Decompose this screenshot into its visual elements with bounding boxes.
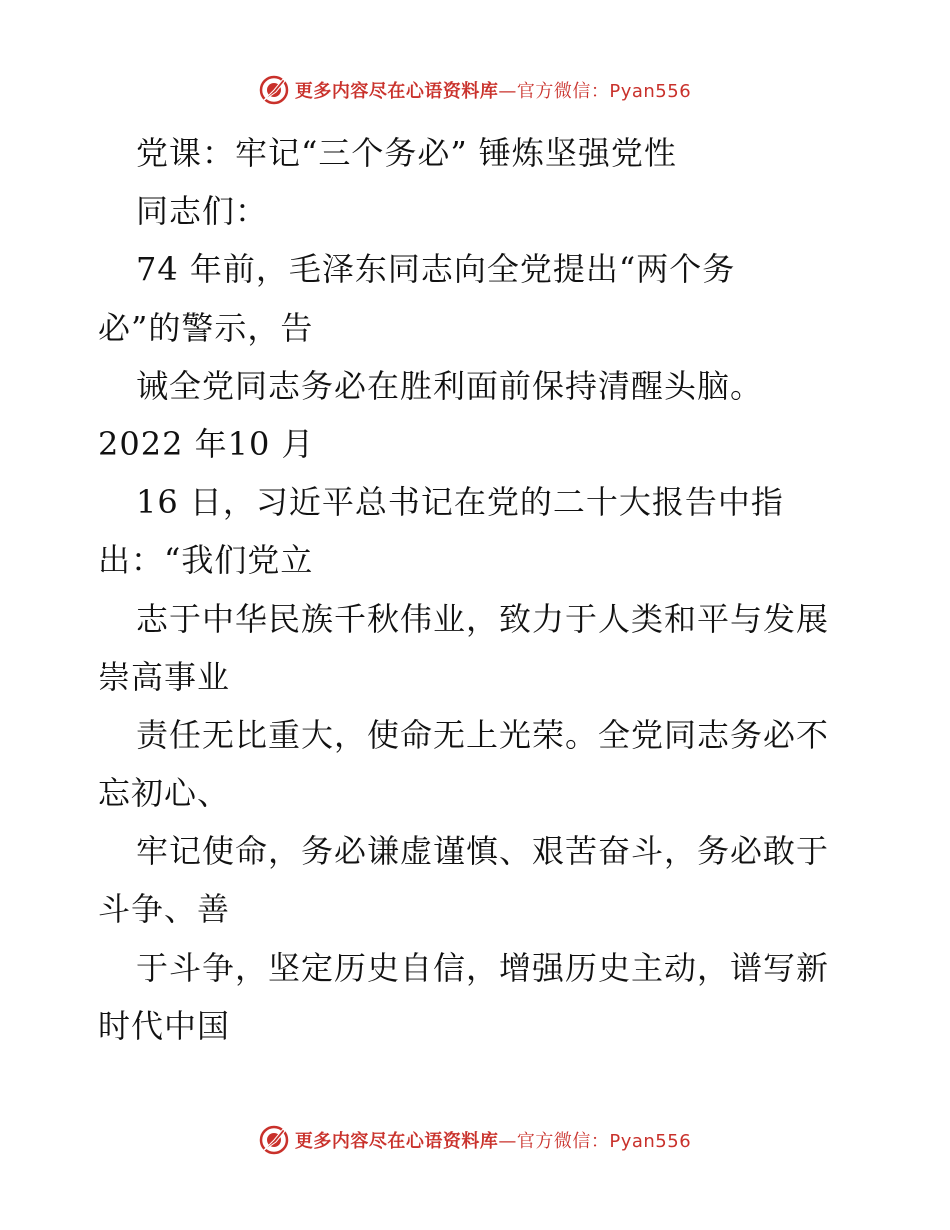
- text-line: 责任无比重大，使命无上光荣。全党同志务必不: [136, 715, 830, 754]
- footer-account-text: Pyan556: [609, 1131, 692, 1152]
- header-brand-text: 更多内容尽在心语资料库: [294, 81, 499, 102]
- text-line: 74 年前，毛泽东同志向全党提出“两个务: [136, 250, 736, 289]
- text-line: 出：“我们党立: [98, 541, 314, 580]
- header-official-text: —官方微信：: [498, 81, 610, 102]
- footer-watermark-banner: [0, 1120, 950, 1160]
- text-line: 诫全党同志务必在胜利面前保持清醒头脑。: [136, 366, 764, 405]
- quill-logo-icon: [259, 1125, 289, 1155]
- quill-logo-icon: [259, 75, 289, 105]
- header-account-text: Pyan556: [609, 81, 692, 102]
- text-line: 时代中国: [98, 1006, 231, 1045]
- text-line: 斗争、善: [98, 890, 231, 929]
- text-line: 志于中华民族千秋伟业，致力于人类和平与发展: [136, 599, 830, 638]
- footer-banner-text: [295, 1127, 691, 1153]
- footer-official-text: —官方微信：: [498, 1131, 610, 1152]
- text-line: 崇高事业: [98, 657, 231, 696]
- text-line: 牢记使命，务必谦虚谨慎、艰苦奋斗，务必敢于: [136, 832, 830, 871]
- header-banner-text: [295, 77, 691, 103]
- footer-brand-text: 更多内容尽在心语资料库: [294, 1131, 499, 1152]
- text-line: 忘初心、: [98, 774, 231, 813]
- salutation: 同志们：: [136, 192, 269, 231]
- document-body: [98, 124, 858, 1055]
- text-line: 必”的警示，告: [98, 308, 314, 347]
- text-line: 于斗争，坚定历史自信，增强历史主动，谱写新: [136, 948, 830, 987]
- text-line: 2022 年10 月: [98, 424, 315, 463]
- text-line: 16 日，习近平总书记在党的二十大报告中指: [136, 483, 784, 522]
- header-watermark-banner: [0, 70, 950, 110]
- document-title: 党课：牢记“三个务必” 锤炼坚强党性: [136, 134, 677, 172]
